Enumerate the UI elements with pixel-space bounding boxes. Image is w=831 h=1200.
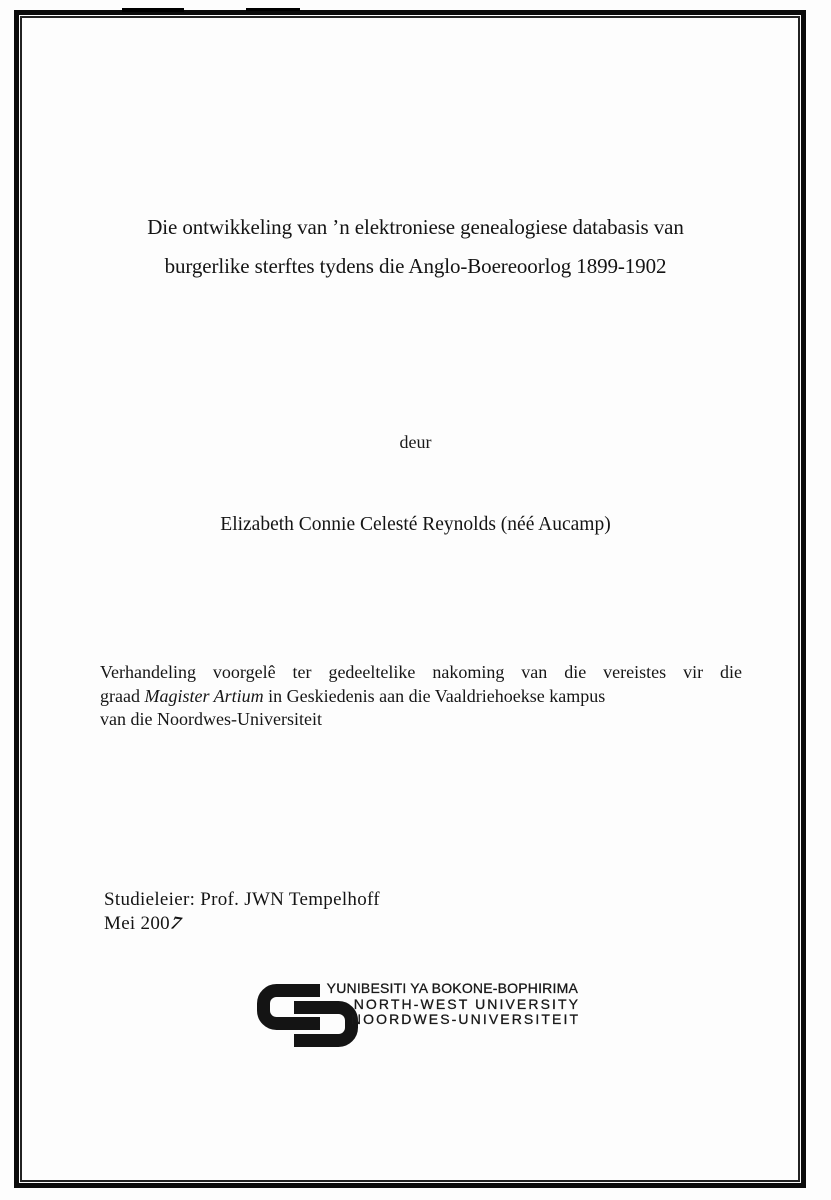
degree-suffix: in Geskiedenis aan die Vaaldriehoekse kampus (263, 685, 606, 706)
logo-text-setswana: YUNIBESITI YA BOKONE-BOPHIRIMA (326, 980, 578, 996)
logo-text-afrikaans: NOORDWES-UNIVERSITEIT (350, 1011, 581, 1028)
logo-text-english: NORTH-WEST UNIVERSITY (353, 995, 581, 1012)
submission-statement-line-1: Verhandeling voorgelê ter gedeeltelike nakoming van die vereistes vir die (100, 662, 742, 682)
submission-statement-line-3: van die Noordwes-Universiteit (100, 709, 322, 729)
university-logo-text (320, 980, 581, 1028)
date-line (104, 912, 380, 936)
scan-artifact (122, 8, 184, 12)
submission-statement (100, 661, 742, 732)
scan-artifact (246, 8, 300, 11)
date-last-digit: 7 (166, 912, 185, 934)
submission-statement-line-2 (100, 685, 742, 709)
supervisor-line: Studieleier: Prof. JWN Tempelhoff (104, 889, 380, 910)
thesis-title (60, 208, 771, 286)
supervisor-block (104, 888, 380, 935)
thesis-title-line-2: burgerlike sterftes tydens die Anglo-Boereoorlog 1899-1902 (164, 254, 667, 278)
author-name: Elizabeth Connie Celesté Reynolds (néé Aucamp) (220, 514, 611, 535)
degree-name: Magister Artium (144, 685, 264, 706)
degree-prefix: graad (100, 685, 145, 706)
thesis-title-line-1: Die ontwikkeling van ’n elektroniese genealogiese databasis van (147, 215, 684, 239)
byline-label: deur (399, 432, 432, 452)
date-prefix: Mei 200 (104, 912, 170, 934)
